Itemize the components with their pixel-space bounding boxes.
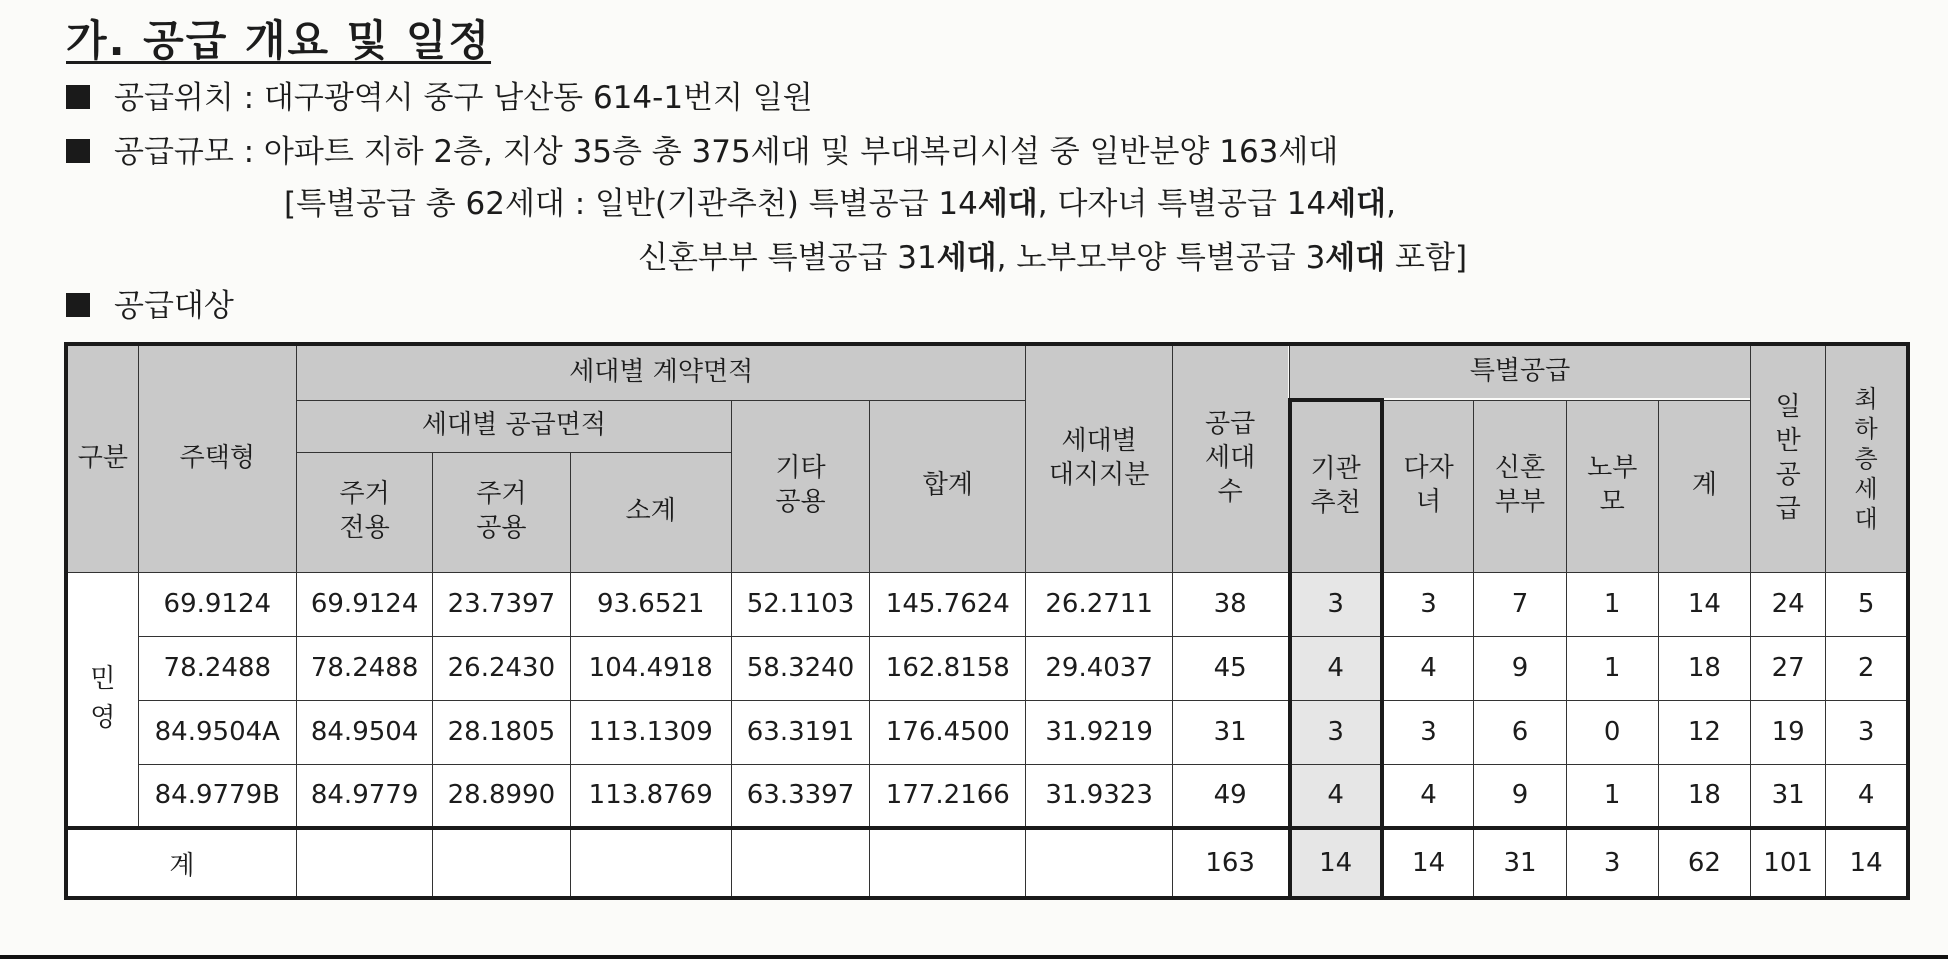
totals-multi: 14 [1382,828,1474,898]
cell-comm: 23.7397 [433,572,570,636]
header-general: 일 반 공 급 [1751,344,1826,572]
totals-units: 163 [1172,828,1289,898]
cell-units: 49 [1172,764,1289,828]
supply-scale-text: 공급규모 : 아파트 지하 2층, 지상 35층 총 375세대 및 부대복리시설 중 일반분양 163세대 [114,134,1339,170]
special-supply-line-2 [638,232,1467,277]
special-supply-line-1 [284,178,1396,223]
totals-label: 계 [66,828,296,898]
square-bullet-icon [66,139,90,163]
totals-inst: 14 [1290,828,1382,898]
cell-sum: 18 [1658,636,1750,700]
header-resid-common: 주거 공용 [433,452,570,572]
header-newly: 신혼 부부 [1474,400,1566,572]
cell-other: 52.1103 [731,572,869,636]
table-row [66,572,1908,636]
cell-lowest: 5 [1826,572,1908,636]
cell-sub: 93.6521 [570,572,731,636]
cell-comm: 26.2430 [433,636,570,700]
cell-inst: 4 [1290,764,1382,828]
cell-lowest: 4 [1826,764,1908,828]
cell-excl: 78.2488 [296,636,432,700]
totals-sum: 62 [1658,828,1750,898]
supply-table [64,342,1910,900]
table-row [66,764,1908,828]
cell-inst: 3 [1290,700,1382,764]
cell-other: 63.3191 [731,700,869,764]
cell-multi: 3 [1382,700,1474,764]
cell-excl: 84.9779 [296,764,432,828]
cell-land: 29.4037 [1026,636,1172,700]
special-text-bold: 세대 [936,240,997,276]
cell-empty [296,828,432,898]
cell-empty [570,828,731,898]
special-text-part: 신혼부부 특별공급 31 [638,240,937,276]
header-units: 공급 세대 수 [1172,344,1289,572]
cell-lowest: 3 [1826,700,1908,764]
totals-general: 101 [1751,828,1826,898]
cell-elderly: 1 [1566,636,1658,700]
cell-type: 84.9779B [138,764,296,828]
cell-land: 26.2711 [1026,572,1172,636]
section-title: 가. 공급 개요 및 일정 [66,16,492,65]
special-text-bold: 세대 [1325,240,1386,276]
cell-land: 31.9219 [1026,700,1172,764]
cell-newly: 9 [1474,636,1566,700]
header-total: 합계 [870,400,1026,572]
cell-sum: 14 [1658,572,1750,636]
cell-land: 31.9323 [1026,764,1172,828]
cell-sum: 12 [1658,700,1750,764]
special-text-part: , [1386,186,1396,222]
header-multi: 다자 녀 [1382,400,1474,572]
special-text-part: , 다자녀 특별공급 14 [1037,186,1327,222]
cell-multi: 4 [1382,764,1474,828]
cell-excl: 69.9124 [296,572,432,636]
special-text-part: 포함] [1385,240,1468,276]
table-row [66,700,1908,764]
supply-target-line [66,280,234,325]
cell-total: 162.8158 [870,636,1026,700]
category-cell: 민 영 [66,572,138,828]
header-contract-area: 세대별 계약면적 [296,344,1026,400]
header-gubun: 구분 [66,344,138,572]
cell-comm: 28.1805 [433,700,570,764]
cell-units: 38 [1172,572,1289,636]
header-resid-exclusive: 주거 전용 [296,452,432,572]
cell-total: 145.7624 [870,572,1026,636]
supply-scale-line [66,126,1338,171]
header-special: 특별공급 [1290,344,1751,400]
header-subtotal: 소계 [570,452,731,572]
square-bullet-icon [66,293,90,317]
special-text-bold: 세대 [1326,186,1387,222]
supply-location-text: 공급위치 : 대구광역시 중구 남산동 614-1번지 일원 [114,80,813,116]
totals-row [66,828,1908,898]
totals-elderly: 3 [1566,828,1658,898]
header-lowest: 최 하 층 세 대 [1826,344,1908,572]
cell-elderly: 0 [1566,700,1658,764]
totals-newly: 31 [1474,828,1566,898]
cell-inst: 3 [1290,572,1382,636]
cell-newly: 7 [1474,572,1566,636]
special-text-part: , 노부모부양 특별공급 3 [996,240,1326,276]
bottom-divider [0,955,1948,959]
cell-general: 31 [1751,764,1826,828]
cell-other: 58.3240 [731,636,869,700]
cell-sub: 113.8769 [570,764,731,828]
supply-target-text: 공급대상 [114,288,234,324]
cell-sub: 113.1309 [570,700,731,764]
header-inst: 기관 추천 [1290,400,1382,572]
cell-general: 27 [1751,636,1826,700]
cell-units: 31 [1172,700,1289,764]
cell-newly: 9 [1474,764,1566,828]
cell-multi: 4 [1382,636,1474,700]
table-row [66,636,1908,700]
header-sum: 계 [1658,400,1750,572]
cell-comm: 28.8990 [433,764,570,828]
header-supply-area: 세대별 공급면적 [296,400,731,452]
header-land-share: 세대별 대지지분 [1026,344,1172,572]
cell-elderly: 1 [1566,764,1658,828]
cell-multi: 3 [1382,572,1474,636]
cell-general: 19 [1751,700,1826,764]
supply-location-line [66,72,813,117]
cell-other: 63.3397 [731,764,869,828]
cell-empty [433,828,570,898]
cell-units: 45 [1172,636,1289,700]
cell-type: 69.9124 [138,572,296,636]
special-text-part: [특별공급 총 62세대 : 일반(기관추천) 특별공급 14 [284,186,978,222]
header-elderly: 노부 모 [1566,400,1658,572]
cell-type: 78.2488 [138,636,296,700]
cell-empty [731,828,869,898]
cell-total: 176.4500 [870,700,1026,764]
cell-sum: 18 [1658,764,1750,828]
totals-lowest: 14 [1826,828,1908,898]
cell-excl: 84.9504 [296,700,432,764]
header-type: 주택형 [138,344,296,572]
cell-general: 24 [1751,572,1826,636]
cell-elderly: 1 [1566,572,1658,636]
special-text-bold: 세대 [977,186,1038,222]
square-bullet-icon [66,85,90,109]
cell-lowest: 2 [1826,636,1908,700]
cell-inst: 4 [1290,636,1382,700]
cell-empty [1026,828,1172,898]
cell-empty [870,828,1026,898]
cell-total: 177.2166 [870,764,1026,828]
cell-newly: 6 [1474,700,1566,764]
header-other-common: 기타 공용 [731,400,869,572]
cell-sub: 104.4918 [570,636,731,700]
cell-type: 84.9504A [138,700,296,764]
